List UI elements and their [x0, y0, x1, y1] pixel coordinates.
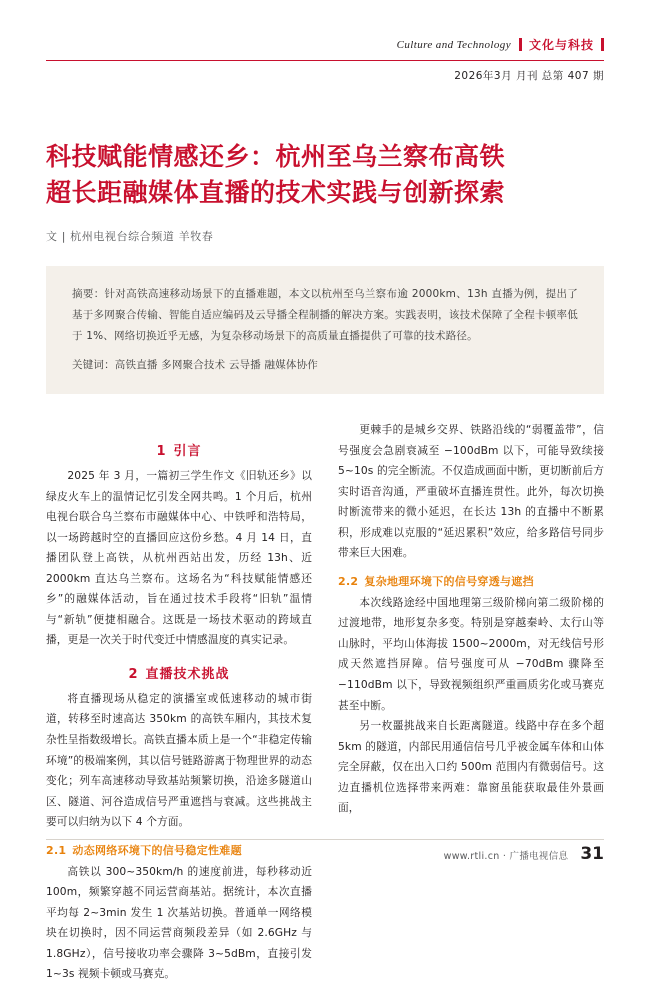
header-title-row	[46, 36, 604, 53]
page-number: 31	[580, 844, 604, 864]
section-title-2: 直播技术挑战	[145, 666, 230, 682]
paragraph: 2025 年 3 月，一篇初三学生作文《旧轨还乡》以绿皮火车上的温情记忆引发全网共鸣。1 个月后，杭州电视台联合乌兰察布市融媒体中心、中铁呼和浩特局，以一场跨越时空的直播回应这份乡愁。4 月 14 日，直播团队登上高铁，从杭州西站出发，历经 13h、近 2000km 直达乌兰察布。这场名为“科技赋能情感还乡”的融媒体活动，旨在通过技术手段将“旧轨”温情与“新轨”便捷相融合。这既是一场技术驱动的跨域直播，更是一次关于时代变迁中情感温度的真实记录。	[46, 469, 312, 647]
header-divider	[46, 60, 604, 61]
keywords-text: 关键词：高铁直播 多网聚合技术 云导播 融媒体协作	[72, 359, 319, 371]
issue-line: 2026年3月 月刊 总第 407 期	[454, 70, 604, 82]
page-footer	[46, 844, 604, 864]
footer-site: www.rtli.cn · 广播电视信息	[443, 851, 569, 862]
title-block	[46, 139, 604, 244]
section-number-2: 2	[128, 666, 139, 682]
page-header	[46, 0, 604, 83]
footer-divider	[46, 839, 604, 840]
header-english-title: Culture and Technology	[396, 38, 511, 51]
section-heading-2	[46, 663, 312, 682]
paragraph: 另一枚噩挑战来自长距离隧道。线路中存在多个超 5km 的隧道，内部民用通信信号几乎被金属车体和山体完全屏蔽，仅在出入口约 500m 范围内有微弱信号。这边直播机位选择带来两难：靠窗虽能获取最佳外景画面，	[338, 719, 604, 815]
abstract-text: 摘要：针对高铁高速移动场景下的直播难题，本文以杭州至乌兰察布逾 2000km、13h 直播为例，提出了基于多网聚合传输、智能自适应编码及云导播全程制播的解决方案。实践表明，该技术保障了全程卡顿率低于 1%、网络切换近乎无感，为复杂移动场景下的高质量直播提供了可靠的技术路径。	[72, 288, 578, 342]
header-accent-bar-left	[519, 38, 522, 51]
column-right	[338, 420, 604, 985]
paragraph: 本次线路途经中国地理第三级阶梯向第二级阶梯的过渡地带，地形复杂多变。特别是穿越秦岭、太行山等山脉时，平均山体海拔 1500~2000m，对无线信号形成天然遮挡屏障。信号强度可从 −70dBm 骤降至 −110dBm 以下，导致视频组织严重画质劣化或马赛克甚至中断。	[338, 595, 604, 712]
subsection-title-2-1: 动态网络环境下的信号稳定性难题	[72, 843, 242, 857]
header-chinese-title: 文化与科技	[528, 38, 594, 52]
abstract-box	[46, 266, 604, 394]
subsection-number-2-2: 2.2	[338, 574, 359, 588]
section-title-1: 引言	[173, 444, 202, 459]
paragraph: 更棘手的是城乡交界、铁路沿线的“弱覆盖带”，信号强度会急剧衰减至 −100dBm 以下，可能导致续接 5~10s 的完全断流。不仅造成画面中断，更切断前后方实时语音沟通，严重破坏直播连贯性。此外，每次切换时断流带来的微小延迟，在长达 13h 的直播中不断累积，形成难以克服的“延迟累积”效应，给多路信号同步带来巨大困难。	[338, 423, 604, 560]
section-number-1: 1	[156, 444, 167, 459]
section-heading-1	[46, 440, 312, 459]
title-line-2: 超长距融媒体直播的技术实践与创新探索	[46, 177, 506, 207]
header-accent-bar-right	[601, 38, 604, 51]
subsection-number-2-1: 2.1	[46, 843, 67, 857]
paragraph: 将直播现场从稳定的演播室或低速移动的城市街道，转移至时速高达 350km 的高铁车厢内，其技术复杂性呈指数级增长。高铁直播本质上是一个“非稳定传输环境”的极端案例，其以信号链路游离于物理世界的动态变化；列车高速移动导致基站频繁切换，沿途多隧道山区、隧道、河谷造成信号严重遮挡与衰减。这些挑战主要可以归纳为以下 4 个方面。	[46, 691, 312, 829]
title-line-1: 科技赋能情感还乡：杭州至乌兰察布高铁	[46, 142, 506, 171]
byline: 文 | 杭州电视台综合频道 羊牧春	[46, 230, 214, 243]
paragraph: 高铁以 300~350km/h 的速度前进，每秒移动近 100m，频繁穿越不同运营商基站。据统计，本次直播平均每 2~3min 发生 1 次基站切换。普通单一网络模块在切换时，因不同运营商频段差异（如 2.6GHz 与 1.8GHz），信号接收功率会骤降 3~5dBm，直接引发 1~3s 视频卡顿或马赛克。	[46, 864, 312, 981]
body-columns	[46, 420, 604, 985]
subsection-heading-2-2	[338, 573, 604, 589]
subsection-title-2-2: 复杂地理环境下的信号穿透与遮挡	[364, 574, 534, 588]
page-title	[46, 139, 604, 210]
column-left	[46, 420, 312, 985]
